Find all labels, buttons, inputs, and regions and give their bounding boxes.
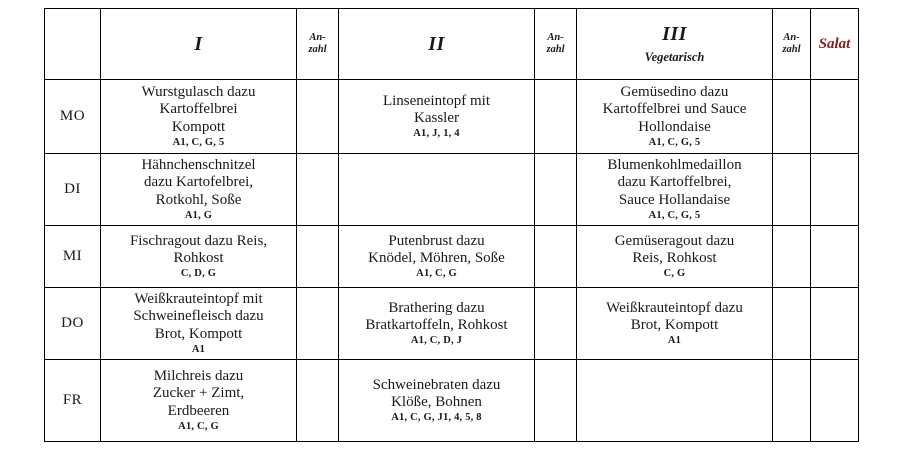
anzahl-cell-3[interactable] bbox=[773, 80, 811, 154]
anzahl-cell-1[interactable] bbox=[297, 80, 339, 154]
meal-line: Reis, Rohkost bbox=[632, 250, 717, 267]
salat-cell[interactable] bbox=[811, 360, 859, 442]
table-row bbox=[45, 226, 859, 288]
anzahl-cell-3[interactable] bbox=[773, 154, 811, 226]
meal-description bbox=[104, 291, 293, 342]
table-row bbox=[45, 80, 859, 154]
allergen-codes: A1, C, G, J1, 4, 5, 8 bbox=[391, 412, 482, 424]
menu-cell-1 bbox=[101, 360, 297, 442]
meal-description bbox=[104, 233, 293, 267]
header-menu-1 bbox=[101, 9, 297, 80]
allergen-codes: A1, C, G bbox=[178, 420, 219, 432]
header-anzahl-1-line1: An- bbox=[309, 32, 326, 44]
menu-cell-3 bbox=[577, 154, 773, 226]
anzahl-cell-2[interactable] bbox=[535, 226, 577, 288]
meal-line: Linseneintopf mit bbox=[382, 92, 491, 109]
header-anzahl-2 bbox=[535, 9, 577, 80]
meal-line: Bratkartoffeln, Rohkost bbox=[365, 317, 508, 334]
menu-cell-1 bbox=[101, 80, 297, 154]
header-anzahl-1-line2: zahl bbox=[308, 44, 327, 55]
menu-cell-2 bbox=[339, 360, 535, 442]
menu-cell-3 bbox=[577, 360, 773, 442]
table-row bbox=[45, 288, 859, 360]
header-anzahl-3-line2: zahl bbox=[782, 44, 801, 55]
menu-cell-2 bbox=[339, 288, 535, 360]
meal-line: Kassler bbox=[414, 110, 459, 127]
anzahl-cell-2[interactable] bbox=[535, 360, 577, 442]
meal-line: Hähnchenschnitzel bbox=[141, 157, 256, 174]
meal-line: dazu Kartofelbrei, bbox=[143, 174, 254, 191]
meal-description bbox=[342, 300, 531, 334]
menu-cell-2 bbox=[339, 226, 535, 288]
table-row bbox=[45, 154, 859, 226]
menu-cell-1 bbox=[101, 154, 297, 226]
meal-line: Erdbeeren bbox=[167, 402, 230, 419]
meal-line: Fischragout dazu Reis, bbox=[129, 232, 268, 249]
allergen-codes: A1, C, G bbox=[416, 268, 457, 280]
anzahl-cell-2[interactable] bbox=[535, 154, 577, 226]
header-anzahl-2-line1: An- bbox=[547, 32, 564, 44]
meal-line: dazu Kartoffelbrei, bbox=[617, 174, 732, 191]
header-menu-2-label: II bbox=[428, 32, 445, 55]
menu-table-container bbox=[44, 8, 858, 442]
meal-line: Brathering dazu bbox=[388, 299, 485, 316]
menu-cell-1 bbox=[101, 288, 297, 360]
allergen-codes: A1, J, 1, 4 bbox=[413, 128, 460, 140]
meal-line: Kartoffelbrei und Sauce bbox=[602, 101, 747, 118]
allergen-codes: C, G bbox=[663, 268, 686, 280]
header-anzahl-2-line2: zahl bbox=[546, 44, 565, 55]
meal-description bbox=[580, 157, 769, 208]
day-label: MO bbox=[45, 80, 101, 154]
meal-description bbox=[580, 300, 769, 334]
allergen-codes: A1 bbox=[667, 335, 682, 347]
meal-line: Blumenkohlmedaillon bbox=[607, 157, 742, 174]
meal-line: Klöße, Bohnen bbox=[391, 394, 482, 411]
allergen-codes: C, D, G bbox=[180, 268, 217, 280]
day-label: DO bbox=[45, 288, 101, 360]
header-menu-1-label: I bbox=[194, 32, 203, 55]
meal-line: Hollondaise bbox=[638, 118, 711, 135]
meal-description bbox=[104, 368, 293, 419]
header-menu-3-label: III bbox=[662, 23, 687, 46]
salat-cell[interactable] bbox=[811, 80, 859, 154]
meal-line: Schweinefleisch dazu bbox=[133, 308, 264, 325]
menu-cell-1 bbox=[101, 226, 297, 288]
meal-line: Kompott bbox=[171, 118, 226, 135]
meal-line: Schweinebraten dazu bbox=[372, 376, 501, 393]
anzahl-cell-3[interactable] bbox=[773, 360, 811, 442]
anzahl-cell-3[interactable] bbox=[773, 226, 811, 288]
header-anzahl-3-line1: An- bbox=[783, 32, 800, 44]
meal-line: Putenbrust dazu bbox=[388, 232, 485, 249]
anzahl-cell-2[interactable] bbox=[535, 288, 577, 360]
day-label: MI bbox=[45, 226, 101, 288]
anzahl-cell-1[interactable] bbox=[297, 288, 339, 360]
meal-description bbox=[104, 84, 293, 135]
meal-description bbox=[342, 93, 531, 127]
menu-cell-3 bbox=[577, 80, 773, 154]
meal-line: Kartoffelbrei bbox=[159, 101, 238, 118]
meal-line: Weißkrauteintopf mit bbox=[134, 291, 263, 308]
allergen-codes: A1, C, G, 5 bbox=[648, 209, 701, 221]
anzahl-cell-1[interactable] bbox=[297, 154, 339, 226]
meal-line: Gemüseragout dazu bbox=[614, 232, 735, 249]
meal-description bbox=[104, 157, 293, 208]
allergen-codes: A1, G bbox=[184, 209, 213, 221]
header-salat bbox=[811, 9, 859, 80]
anzahl-cell-1[interactable] bbox=[297, 226, 339, 288]
allergen-codes: A1 bbox=[191, 343, 206, 355]
meal-line: Rohkost bbox=[173, 250, 224, 267]
header-day-col bbox=[45, 9, 101, 80]
meal-description bbox=[580, 84, 769, 135]
header-anzahl-1 bbox=[297, 9, 339, 80]
meal-line: Milchreis dazu bbox=[153, 368, 244, 385]
meal-line: Wurstgulasch dazu bbox=[141, 84, 256, 101]
menu-cell-2 bbox=[339, 80, 535, 154]
day-label: DI bbox=[45, 154, 101, 226]
meal-description bbox=[342, 377, 531, 411]
anzahl-cell-3[interactable] bbox=[773, 288, 811, 360]
header-menu-3 bbox=[577, 9, 773, 80]
menu-cell-3 bbox=[577, 226, 773, 288]
salat-cell[interactable] bbox=[811, 288, 859, 360]
salat-cell[interactable] bbox=[811, 226, 859, 288]
salat-cell[interactable] bbox=[811, 154, 859, 226]
allergen-codes: A1, C, G, 5 bbox=[172, 136, 225, 148]
anzahl-cell-2[interactable] bbox=[535, 80, 577, 154]
meal-line: Weißkrauteintopf dazu bbox=[606, 299, 743, 316]
anzahl-cell-1[interactable] bbox=[297, 360, 339, 442]
table-header-row bbox=[45, 9, 859, 80]
meal-line: Zucker + Zimt, bbox=[152, 385, 245, 402]
header-menu-3-sublabel: Vegetarisch bbox=[644, 50, 705, 65]
header-salat-label: Salat bbox=[818, 35, 851, 52]
allergen-codes: A1, C, G, 5 bbox=[648, 136, 701, 148]
meal-line: Rotkohl, Soße bbox=[155, 191, 242, 208]
meal-line: Brot, Kompott bbox=[630, 317, 719, 334]
menu-cell-2 bbox=[339, 154, 535, 226]
day-label: FR bbox=[45, 360, 101, 442]
menu-cell-3 bbox=[577, 288, 773, 360]
weekly-menu-table bbox=[44, 8, 859, 442]
table-row bbox=[45, 360, 859, 442]
header-menu-2 bbox=[339, 9, 535, 80]
header-anzahl-3 bbox=[773, 9, 811, 80]
allergen-codes: A1, C, D, J bbox=[410, 335, 463, 347]
meal-line: Sauce Hollandaise bbox=[618, 191, 731, 208]
meal-line: Knödel, Möhren, Soße bbox=[368, 250, 505, 267]
meal-line: Gemüsedino dazu bbox=[620, 84, 729, 101]
meal-description bbox=[580, 233, 769, 267]
meal-line: Brot, Kompott bbox=[154, 325, 243, 342]
meal-description bbox=[342, 233, 531, 267]
